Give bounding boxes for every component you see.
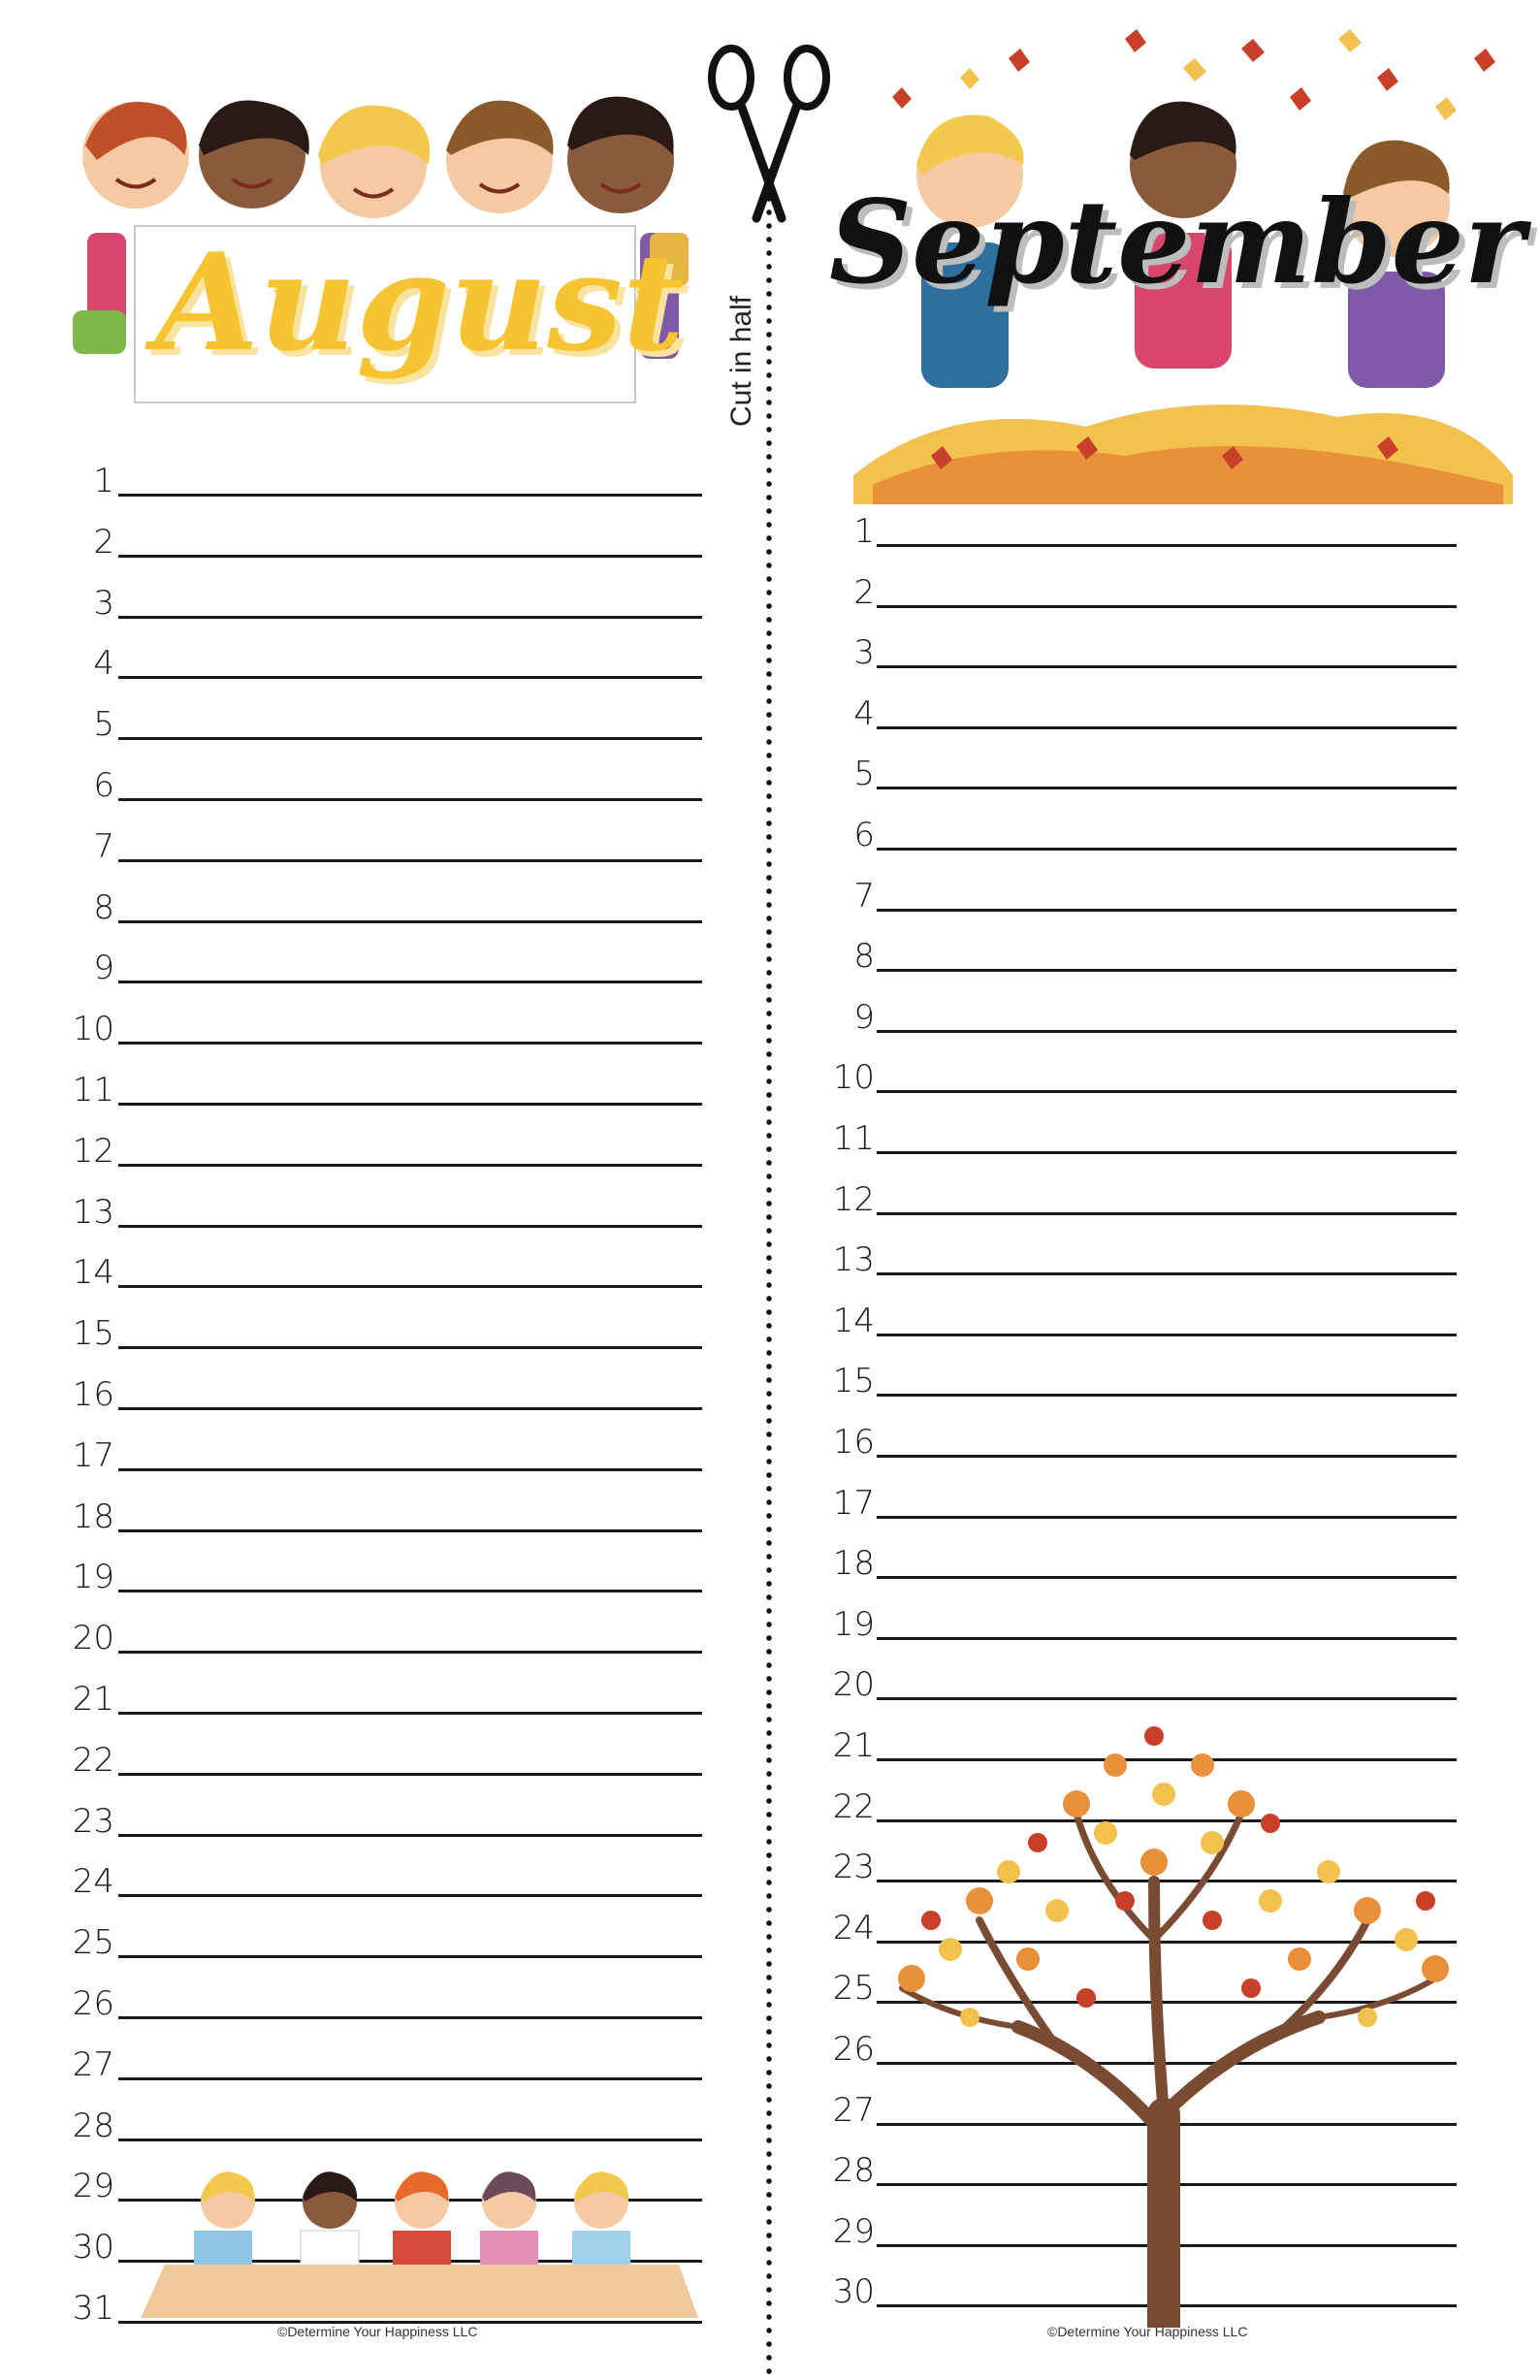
day-number: 30	[832, 2272, 875, 2312]
day-row	[776, 1240, 1540, 1279]
day-row	[0, 2107, 737, 2145]
day-write-line[interactable]	[118, 616, 702, 619]
day-number: 5	[853, 755, 875, 794]
day-row	[0, 584, 737, 623]
day-number: 13	[832, 1240, 875, 1280]
day-write-line[interactable]	[118, 920, 702, 923]
day-number: 29	[72, 2167, 114, 2206]
day-number: 30	[72, 2228, 114, 2267]
day-number: 12	[72, 1131, 114, 1171]
day-number: 4	[853, 693, 875, 733]
day-number: 21	[72, 1680, 114, 1719]
day-write-line[interactable]	[118, 1346, 702, 1349]
day-number: 22	[72, 1740, 114, 1780]
day-write-line[interactable]	[118, 1834, 702, 1837]
day-row	[0, 1375, 737, 1414]
day-write-line[interactable]	[877, 1334, 1457, 1336]
day-row	[0, 1253, 737, 1292]
day-row	[0, 888, 737, 927]
autumn-tree-illustration	[863, 1707, 1484, 2328]
day-number: 22	[832, 1786, 875, 1826]
kids-at-table-illustration	[136, 2158, 698, 2318]
day-write-line[interactable]	[118, 1285, 702, 1288]
day-number: 8	[93, 887, 114, 927]
day-write-line[interactable]	[118, 676, 702, 679]
day-row	[776, 1058, 1540, 1097]
day-write-line[interactable]	[877, 1637, 1457, 1640]
day-write-line[interactable]	[118, 1468, 702, 1471]
day-number: 28	[72, 2106, 114, 2145]
day-number: 25	[72, 1923, 114, 1963]
day-write-line[interactable]	[877, 1030, 1457, 1033]
day-number: 6	[853, 816, 875, 854]
august-copyright: ©Determine Your Happiness LLC	[277, 2324, 478, 2339]
day-row	[776, 1605, 1540, 1644]
day-row	[0, 1802, 737, 1841]
day-write-line[interactable]	[118, 1103, 702, 1106]
day-row	[776, 512, 1540, 551]
day-write-line[interactable]	[118, 798, 702, 801]
day-number: 29	[832, 2211, 875, 2251]
day-write-line[interactable]	[877, 1697, 1457, 1700]
day-number: 9	[853, 997, 875, 1037]
day-write-line[interactable]	[118, 2016, 702, 2019]
day-number: 2	[93, 522, 114, 562]
day-write-line[interactable]	[118, 1712, 702, 1715]
day-row	[776, 937, 1540, 976]
day-row	[0, 705, 737, 744]
day-number: 15	[832, 1362, 875, 1401]
day-number: 8	[853, 937, 875, 977]
day-number: 19	[832, 1604, 875, 1644]
day-number: 7	[93, 826, 114, 866]
day-write-line[interactable]	[877, 1516, 1457, 1519]
day-row	[0, 1193, 737, 1232]
day-row	[776, 1544, 1540, 1583]
day-number: 14	[832, 1301, 875, 1340]
day-number: 28	[832, 2151, 875, 2191]
day-number: 21	[832, 1726, 875, 1765]
day-row	[0, 462, 737, 500]
day-number: 23	[832, 1848, 875, 1887]
august-column	[0, 0, 737, 2380]
day-write-line[interactable]	[877, 1272, 1457, 1275]
day-write-line[interactable]	[118, 2139, 702, 2141]
day-write-line[interactable]	[118, 1590, 702, 1592]
day-row	[0, 523, 737, 562]
day-number: 3	[853, 633, 875, 673]
day-write-line[interactable]	[118, 555, 702, 558]
day-write-line[interactable]	[877, 969, 1457, 972]
day-number: 20	[832, 1665, 875, 1705]
day-write-line[interactable]	[118, 1651, 702, 1654]
day-number: 1	[853, 512, 875, 551]
august-title: August	[155, 223, 685, 381]
day-write-line[interactable]	[118, 1529, 702, 1532]
day-number: 16	[72, 1375, 114, 1414]
day-write-line[interactable]	[877, 605, 1457, 608]
september-title: September	[829, 175, 1524, 309]
day-write-line[interactable]	[118, 1042, 702, 1045]
day-row	[0, 1862, 737, 1901]
day-row	[0, 1132, 737, 1171]
day-row	[776, 1180, 1540, 1219]
day-number: 19	[72, 1558, 114, 1597]
day-row	[0, 1619, 737, 1657]
day-row	[776, 694, 1540, 733]
day-number: 26	[72, 1984, 114, 2023]
day-number: 4	[93, 644, 114, 684]
day-row	[0, 1984, 737, 2023]
day-write-line[interactable]	[877, 1151, 1457, 1154]
day-write-line[interactable]	[877, 787, 1457, 789]
day-write-line[interactable]	[118, 1894, 702, 1897]
day-row	[776, 1362, 1540, 1400]
day-number: 10	[72, 1010, 114, 1049]
day-row	[0, 1680, 737, 1719]
day-row	[0, 644, 737, 683]
day-number: 24	[72, 1862, 114, 1902]
day-number: 17	[832, 1483, 875, 1523]
day-row	[776, 816, 1540, 854]
day-row	[0, 1497, 737, 1536]
day-number: 11	[832, 1119, 875, 1158]
day-write-line[interactable]	[877, 665, 1457, 668]
day-write-line[interactable]	[877, 1212, 1457, 1215]
september-copyright: ©Determine Your Happiness LLC	[1047, 2324, 1248, 2339]
day-row	[776, 1665, 1540, 1704]
day-row	[0, 766, 737, 805]
day-number: 11	[72, 1071, 114, 1110]
day-row	[0, 949, 737, 987]
september-column	[776, 0, 1540, 2380]
day-write-line[interactable]	[118, 1773, 702, 1776]
day-number: 9	[93, 949, 114, 988]
day-number: 17	[72, 1435, 114, 1475]
day-number: 18	[72, 1496, 114, 1536]
day-write-line[interactable]	[118, 981, 702, 983]
day-number: 2	[853, 572, 875, 612]
day-write-line[interactable]	[118, 1955, 702, 1958]
day-row	[0, 827, 737, 866]
day-write-line[interactable]	[877, 1576, 1457, 1579]
day-row	[0, 1314, 737, 1353]
day-number: 3	[93, 583, 114, 623]
day-row	[0, 1923, 737, 1962]
day-number: 23	[72, 1801, 114, 1841]
day-row	[0, 1741, 737, 1780]
day-row	[776, 633, 1540, 672]
day-number: 10	[832, 1058, 875, 1098]
day-row	[0, 1010, 737, 1048]
day-row	[776, 755, 1540, 793]
day-row	[0, 1071, 737, 1110]
day-row	[776, 1484, 1540, 1523]
day-number: 16	[832, 1423, 875, 1462]
day-number: 27	[832, 2090, 875, 2130]
day-number: 1	[93, 462, 114, 500]
day-row	[776, 1119, 1540, 1158]
day-row	[776, 877, 1540, 916]
cut-in-half-label: Cut in half	[725, 295, 757, 427]
day-number: 27	[72, 2044, 114, 2084]
day-number: 5	[93, 705, 114, 745]
day-write-line[interactable]	[877, 544, 1457, 547]
day-row	[0, 2045, 737, 2084]
day-write-line[interactable]	[118, 1407, 702, 1410]
day-number: 7	[853, 876, 875, 916]
day-number: 25	[832, 1969, 875, 2009]
day-row	[776, 573, 1540, 612]
day-write-line[interactable]	[877, 1394, 1457, 1397]
day-write-line[interactable]	[118, 494, 702, 497]
day-write-line[interactable]	[877, 1090, 1457, 1093]
day-number: 13	[72, 1192, 114, 1232]
day-row	[0, 1436, 737, 1475]
day-write-line[interactable]	[118, 859, 702, 862]
day-write-line[interactable]	[118, 1164, 702, 1167]
day-number: 24	[832, 1908, 875, 1947]
day-number: 6	[93, 766, 114, 805]
day-row	[776, 1302, 1540, 1340]
day-number: 14	[72, 1253, 114, 1293]
cut-dotted-line	[766, 165, 772, 2376]
day-row	[776, 1423, 1540, 1462]
day-number: 12	[832, 1179, 875, 1219]
day-number: 31	[72, 2289, 114, 2328]
day-number: 15	[72, 1314, 114, 1354]
day-write-line[interactable]	[877, 909, 1457, 912]
day-write-line[interactable]	[118, 1225, 702, 1228]
day-write-line[interactable]	[118, 737, 702, 740]
day-row	[0, 1558, 737, 1596]
day-row	[776, 998, 1540, 1037]
day-write-line[interactable]	[877, 726, 1457, 729]
day-write-line[interactable]	[877, 1455, 1457, 1458]
day-write-line[interactable]	[877, 848, 1457, 851]
day-number: 18	[832, 1544, 875, 1584]
day-write-line[interactable]	[118, 2077, 702, 2080]
day-number: 26	[832, 2030, 875, 2069]
day-number: 20	[72, 1619, 114, 1658]
